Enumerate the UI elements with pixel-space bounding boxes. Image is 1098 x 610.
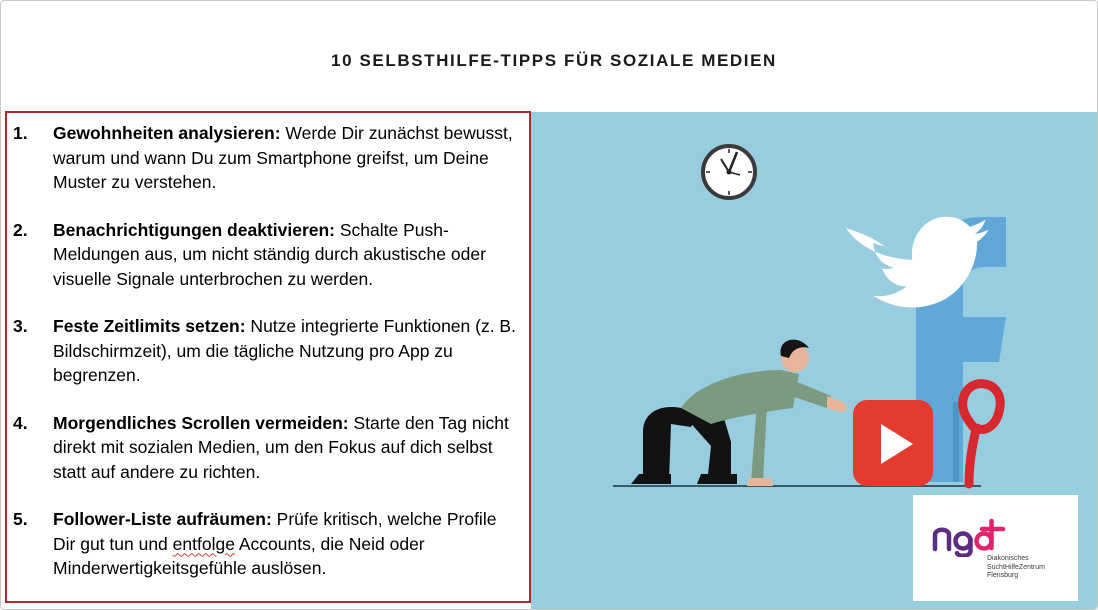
- logo-line: Flensburg: [987, 572, 1019, 579]
- logo-line: Diakonisches: [987, 555, 1029, 562]
- logo-subtitle: [987, 555, 1075, 581]
- ngd-logo-mark: [931, 517, 1011, 557]
- clock-icon: [703, 146, 755, 198]
- tip-text: [53, 121, 523, 195]
- tip-heading: Feste Zeitlimits setzen:: [53, 316, 246, 336]
- tip-text: [53, 507, 523, 581]
- tip-body: Accounts, die Neid oder Minderwertigkeitsgefühle auslösen.: [53, 533, 425, 578]
- youtube-icon: [853, 400, 933, 486]
- tip-body: Schalte Push-Meldungen aus, um nicht ständig durch akustische oder visuelle Signale unterbrochen zu werden.: [53, 219, 486, 289]
- tip-text: [53, 411, 523, 485]
- twitter-icon: [846, 217, 989, 308]
- tip-body: Werde Dir zunächst bewusst, warum und wann Du zum Smartphone greifst, um Deine Muster zu verstehen.: [53, 123, 513, 192]
- tip-text: [53, 218, 523, 292]
- tip-item: [11, 507, 529, 581]
- tip-number: 3.: [13, 316, 28, 336]
- tip-item: [11, 121, 529, 195]
- tip-item: [11, 314, 529, 388]
- tips-list: [5, 111, 531, 603]
- pinterest-icon: [963, 384, 1001, 484]
- tip-body: Starte den Tag nicht direkt mit sozialen Medien, um den Fokus auf dich selbst statt auf andere zu richten.: [53, 412, 509, 482]
- tip-body: Nutze integrierte Funktionen (z. B. Bildschirmzeit), um die tägliche Nutzung pro App zu begrenzen.: [53, 316, 516, 385]
- slide-title: 10 SELBSTHILFE-TIPPS FÜR SOZIALE MEDIEN: [331, 51, 777, 70]
- tip-number: 1.: [13, 123, 28, 143]
- tip-heading: Benachrichtigungen deaktivieren:: [53, 219, 336, 240]
- tip-heading: Follower-Liste aufräumen:: [53, 509, 272, 529]
- tip-number: 5.: [13, 509, 28, 529]
- tip-number: 2.: [13, 219, 28, 240]
- logo-line: SuchtHilfeZentrum: [987, 563, 1045, 571]
- ngd-logo: [913, 495, 1078, 601]
- tip-heading: Morgendliches Scrollen vermeiden:: [53, 412, 349, 433]
- tip-body: Prüfe kritisch, welche Profile Dir gut tun und: [53, 509, 497, 554]
- tip-text: [53, 314, 523, 388]
- person-figure: [631, 340, 847, 486]
- tip-heading: Gewohnheiten analysieren:: [53, 123, 281, 143]
- tip-number: 4.: [13, 412, 28, 433]
- spellcheck-flagged-word[interactable]: entfolge: [172, 533, 235, 554]
- tip-item: [11, 218, 529, 292]
- tip-item: [11, 411, 529, 485]
